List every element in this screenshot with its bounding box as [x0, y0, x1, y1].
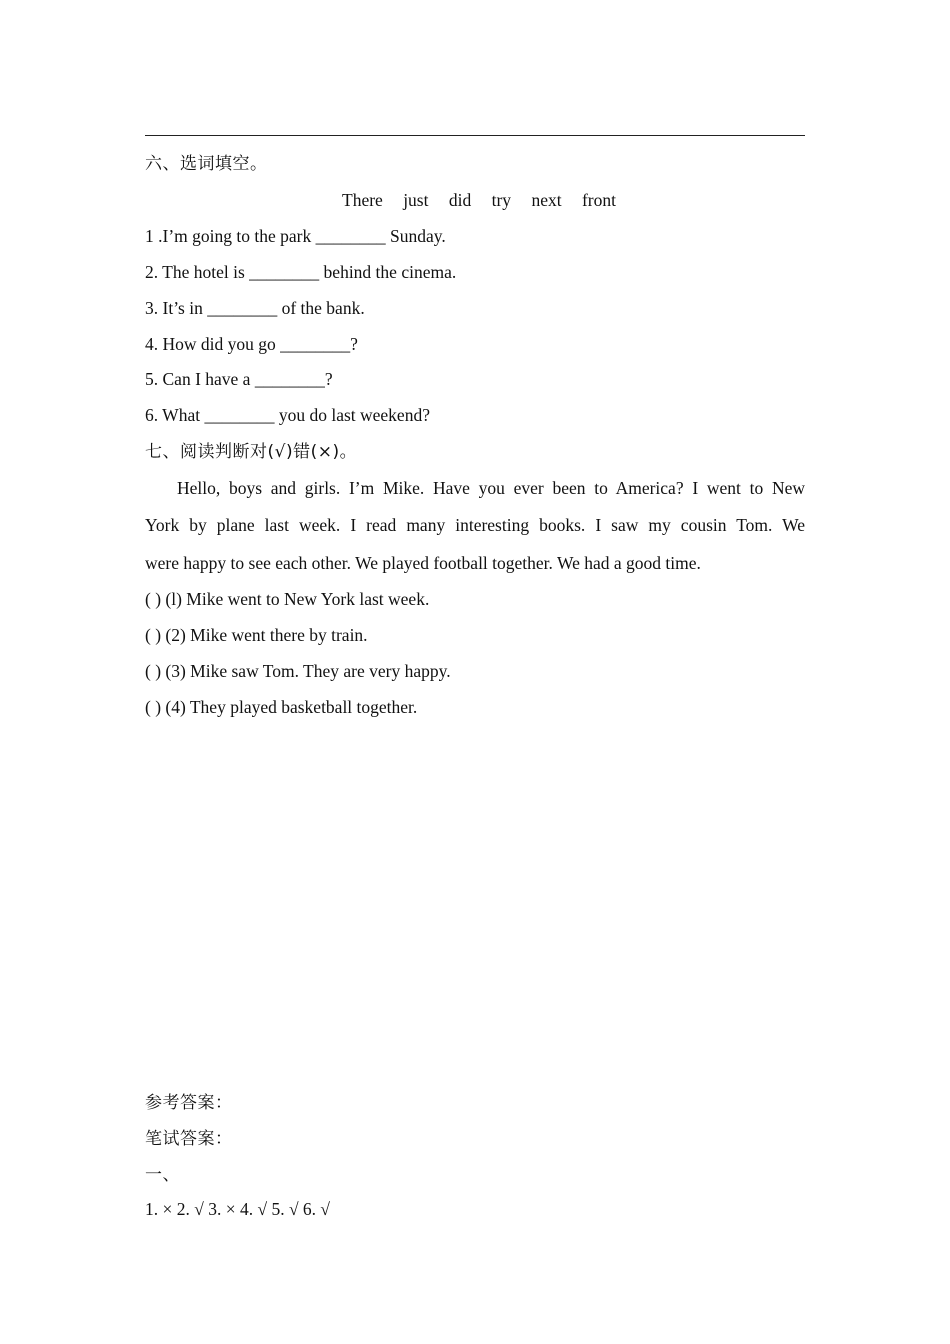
section6-title: 六、选词填空。: [145, 154, 268, 174]
word-bank-item: next: [531, 190, 562, 210]
word-bank-item: front: [581, 190, 616, 210]
section7-title: 七、阅读判断对(√)错(×)。: [145, 442, 358, 462]
answers-title: 参考答案：: [145, 1093, 233, 1113]
fill-question: 5. Can I have a ________?: [145, 369, 333, 389]
fill-question: 4. How did you go ________?: [145, 334, 358, 354]
header-rule: [145, 135, 805, 136]
word-bank: [334, 189, 624, 211]
judgement-statement: ( ) (l) Mike went to New York last week.: [145, 589, 430, 609]
judgement-statement: ( ) (3) Mike saw Tom. They are very happy.: [145, 661, 451, 681]
judgement-statement: ( ) (2) Mike went there by train.: [145, 625, 368, 645]
written-answers-title: 笔试答案：: [145, 1129, 233, 1149]
answers-part1-values: 1. × 2. √ 3. × 4. √ 5. √ 6. √: [145, 1199, 331, 1219]
reading-passage-line: were happy to see each other. We played football together. We had a good time.: [145, 553, 701, 573]
fill-question: 3. It’s in ________ of the bank.: [145, 298, 365, 318]
fill-question: 2. The hotel is ________ behind the cinema.: [145, 262, 457, 282]
judgement-statement: ( ) (4) They played basketball together.: [145, 697, 418, 717]
answers-part1-label: 一、: [145, 1165, 180, 1185]
reading-passage-line: Hello, boys and girls. I’m Mike. Have you ever been to America? I went to New: [177, 478, 805, 498]
fill-question: 1 .I’m going to the park ________ Sunday.: [145, 226, 446, 246]
word-bank-item: just: [403, 190, 429, 210]
word-bank-item: did: [448, 190, 472, 210]
word-bank-item: There: [342, 190, 383, 210]
fill-question: 6. What ________ you do last weekend?: [145, 405, 430, 425]
reading-passage-line: York by plane last week. I read many interesting books. I saw my cousin Tom. We: [145, 515, 805, 535]
word-bank-item: try: [491, 190, 512, 210]
